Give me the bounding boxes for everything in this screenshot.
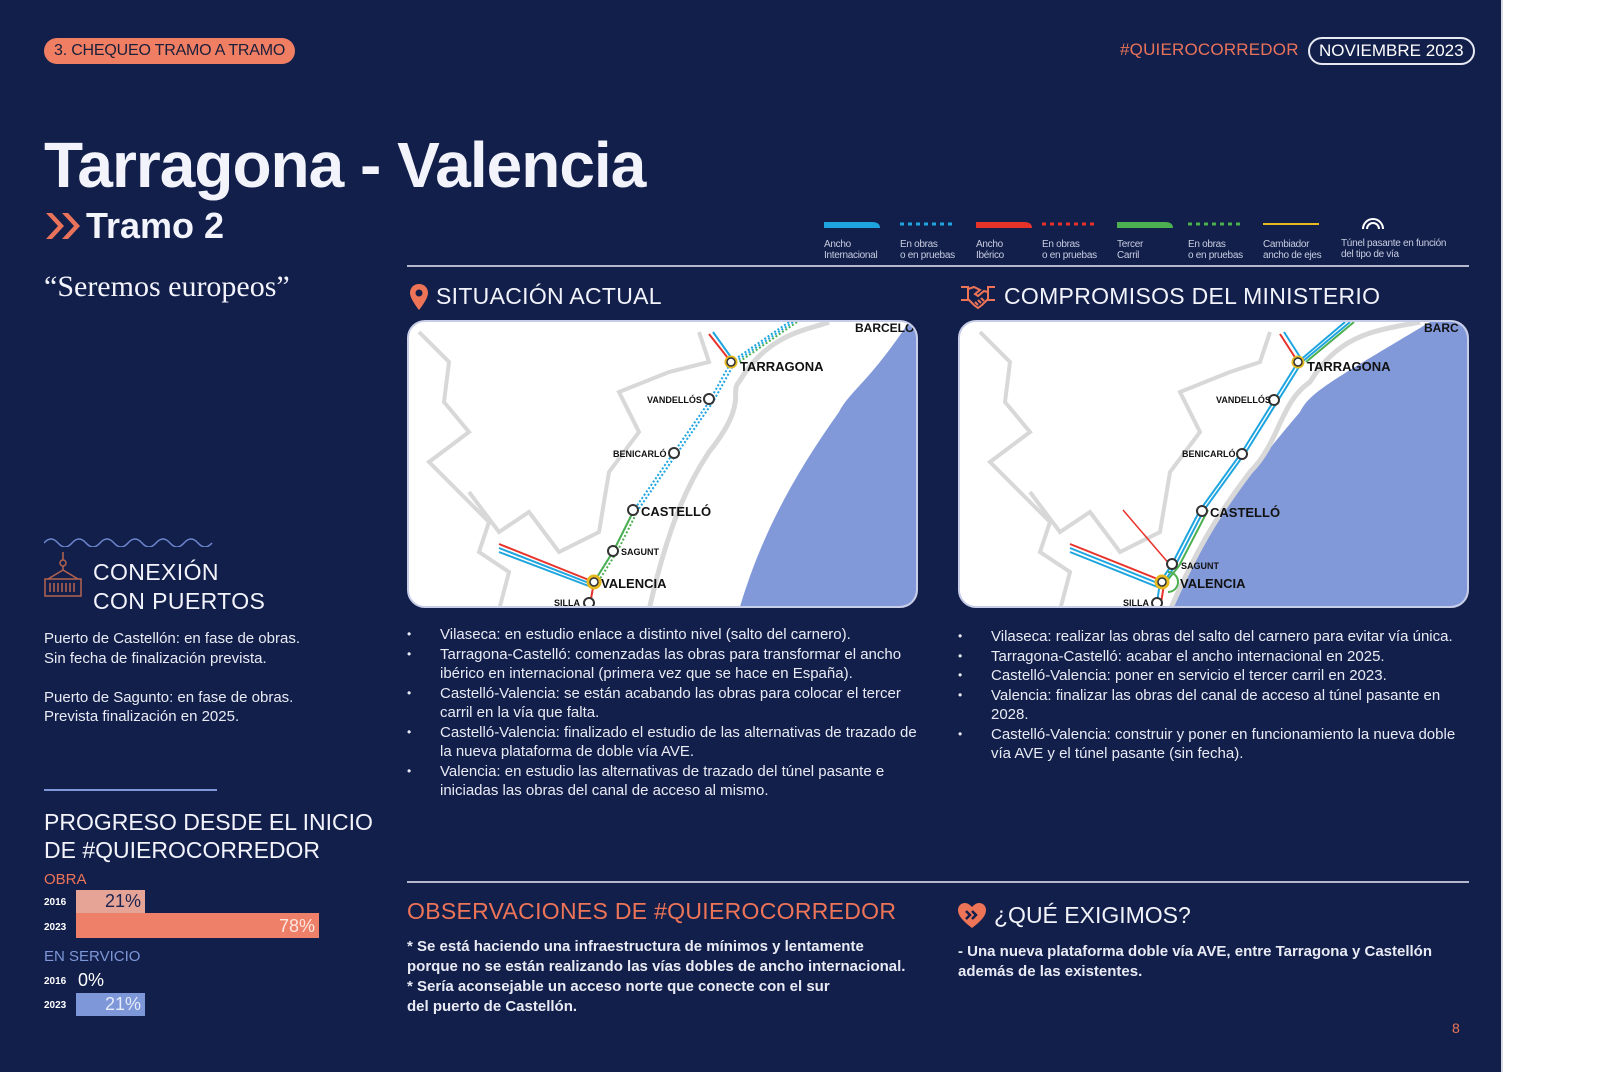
year-label: 2016 <box>44 976 67 987</box>
situacion-heading: SITUACIÓN ACTUAL <box>410 283 662 310</box>
compromisos-bullets <box>958 627 1473 764</box>
puerto-castellon: Puerto de Castellón: en fase de obras. Sin fecha de finalización prevista. <box>44 630 300 667</box>
legend-item: En obras o en pruebas <box>900 220 976 261</box>
map-situacion-actual <box>407 320 918 608</box>
svg-text:BARC: BARC <box>1424 322 1459 335</box>
progreso-heading: PROGRESO DESDE EL INICIO DE #QUIEROCORREDOR <box>44 809 373 863</box>
date-badge: NOVIEMBRE 2023 <box>1308 37 1475 65</box>
observacion-line: * Sería aconsejable un acceso norte que conecte con el sur del puerto de Castellón. <box>407 978 830 1015</box>
divider <box>407 881 1469 883</box>
svg-text:CASTELLÓ: CASTELLÓ <box>1210 505 1281 520</box>
wave-divider-icon <box>44 535 216 547</box>
map-compromisos <box>958 320 1469 608</box>
obra-label: OBRA <box>44 871 87 888</box>
observaciones-heading: OBSERVACIONES DE #QUIEROCORREDOR <box>407 898 897 924</box>
year-label: 2016 <box>44 897 67 908</box>
location-pin-icon <box>410 284 428 310</box>
hashtag: #QUIEROCORREDOR <box>1120 40 1299 59</box>
list-item: • Valencia: finalizar las obras del canal de acceso al túnel pasante en 2028. <box>958 686 1473 725</box>
list-item: • Vilaseca: en estudio enlace a distinto nivel (salto del carnero). <box>407 625 922 645</box>
situacion-bullets <box>407 625 922 801</box>
year-label: 2023 <box>44 1000 67 1011</box>
handshake-icon <box>960 284 996 310</box>
bar-servicio-2023: 21% <box>76 993 145 1016</box>
year-label: 2023 <box>44 922 67 933</box>
bar-obra-2023: 78% <box>76 913 319 938</box>
svg-text:SAGUNT: SAGUNT <box>1181 561 1219 571</box>
divider <box>44 789 217 791</box>
svg-text:SILLA: SILLA <box>554 598 580 608</box>
list-item: • Tarragona-Castelló: comenzadas las obras para transformar el ancho ibérico en internacional (primera vez que se hace en España). <box>407 645 922 684</box>
svg-text:VANDELLÓS: VANDELLÓS <box>647 395 702 405</box>
svg-text:TARRAGONA: TARRAGONA <box>1307 359 1391 374</box>
list-item: • Castelló-Valencia: finalizado el estudio de las alternativas de trazado de la nueva plataforma de doble vía AVE. <box>407 723 922 762</box>
map-legend <box>824 220 1471 261</box>
list-item: • Castelló-Valencia: construir y poner en funcionamiento la nueva doble vía AVE y el túnel pasante (sin fecha). <box>958 725 1473 764</box>
solid-red-line-icon <box>976 220 1032 228</box>
list-item: • Castelló-Valencia: poner en servicio el tercer carril en 2023. <box>958 666 1473 686</box>
solid-blue-line-icon <box>824 220 880 228</box>
page-subtitle <box>44 205 224 247</box>
bar-obra-2016: 21% <box>76 890 145 913</box>
heart-chevron-icon <box>958 903 986 929</box>
svg-text:TARRAGONA: TARRAGONA <box>740 359 824 374</box>
divider <box>407 265 1469 267</box>
svg-text:VANDELLÓS: VANDELLÓS <box>1216 395 1271 405</box>
list-item: • Castelló-Valencia: se están acabando las obras para colocar el tercer carril en la vía que falta. <box>407 684 922 723</box>
svg-text:BENICARLÓ: BENICARLÓ <box>613 449 667 459</box>
solid-green-line-icon <box>1117 220 1173 228</box>
page-number: 8 <box>1452 1020 1460 1036</box>
dotted-red-line-icon <box>1042 220 1098 228</box>
legend-item: Cambiador ancho de ejes <box>1263 220 1341 261</box>
list-item: • Tarragona-Castelló: acabar el ancho internacional en 2025. <box>958 647 1473 667</box>
svg-text:CASTELLÓ: CASTELLÓ <box>641 504 712 519</box>
puerto-sagunto: Puerto de Sagunto: en fase de obras. Prevista finalización en 2025. <box>44 688 294 725</box>
exigimos-text: - Una nueva plataforma doble vía AVE, entre Tarragona y Castellón además de las existentes. <box>958 943 1433 980</box>
servicio-label: EN SERVICIO <box>44 948 141 965</box>
legend-item: Túnel pasante en función del tipo de vía <box>1341 220 1471 261</box>
svg-text:VALENCIA: VALENCIA <box>1180 576 1246 591</box>
svg-text:SILLA: SILLA <box>1123 598 1149 608</box>
section-pill: 3. CHEQUEO TRAMO A TRAMO <box>44 38 295 64</box>
tunnel-arch-icon <box>1341 217 1397 229</box>
svg-text:SAGUNT: SAGUNT <box>621 547 659 557</box>
observacion-line: * Se está haciendo una infraestructura de mínimos y lentamente porque no se están realizando las vías dobles de ancho internacional. <box>407 938 906 975</box>
svg-text:VALENCIA: VALENCIA <box>601 576 667 591</box>
double-chevron-icon <box>44 211 82 241</box>
dotted-green-line-icon <box>1188 220 1244 228</box>
legend-item: Ancho Internacional <box>824 220 900 261</box>
observaciones-text <box>407 937 907 1017</box>
compromisos-heading: COMPROMISOS DEL MINISTERIO <box>960 283 1380 310</box>
svg-text:BARCELO: BARCELO <box>855 322 915 335</box>
yellow-line-icon <box>1263 220 1319 228</box>
page-edge <box>1501 0 1503 1072</box>
subtitle-text: Tramo 2 <box>86 205 225 246</box>
puertos-text <box>44 629 300 746</box>
dotted-blue-line-icon <box>900 220 956 228</box>
bar-servicio-2016-value: 0% <box>78 970 105 990</box>
container-crane-icon <box>44 552 82 598</box>
quote: “Seremos europeos” <box>44 270 290 303</box>
list-item: • Valencia: en estudio las alternativas de trazado del túnel pasante e iniciadas las obras del canal de acceso al mismo. <box>407 762 922 801</box>
puertos-heading: CONEXIÓN CON PUERTOS <box>93 559 266 614</box>
list-item: • Vilaseca: realizar las obras del salto del carnero para evitar vía única. <box>958 627 1473 647</box>
legend-item: En obras o en pruebas <box>1042 220 1117 261</box>
legend-item: Ancho Ibérico <box>976 220 1042 261</box>
exigimos-heading: ¿QUÉ EXIGIMOS? <box>958 902 1191 929</box>
page-title: Tarragona - Valencia <box>44 129 646 201</box>
svg-text:BENICARLÓ: BENICARLÓ <box>1182 449 1236 459</box>
legend-item: En obras o en pruebas <box>1188 220 1263 261</box>
legend-item: Tercer Carril <box>1117 220 1188 261</box>
